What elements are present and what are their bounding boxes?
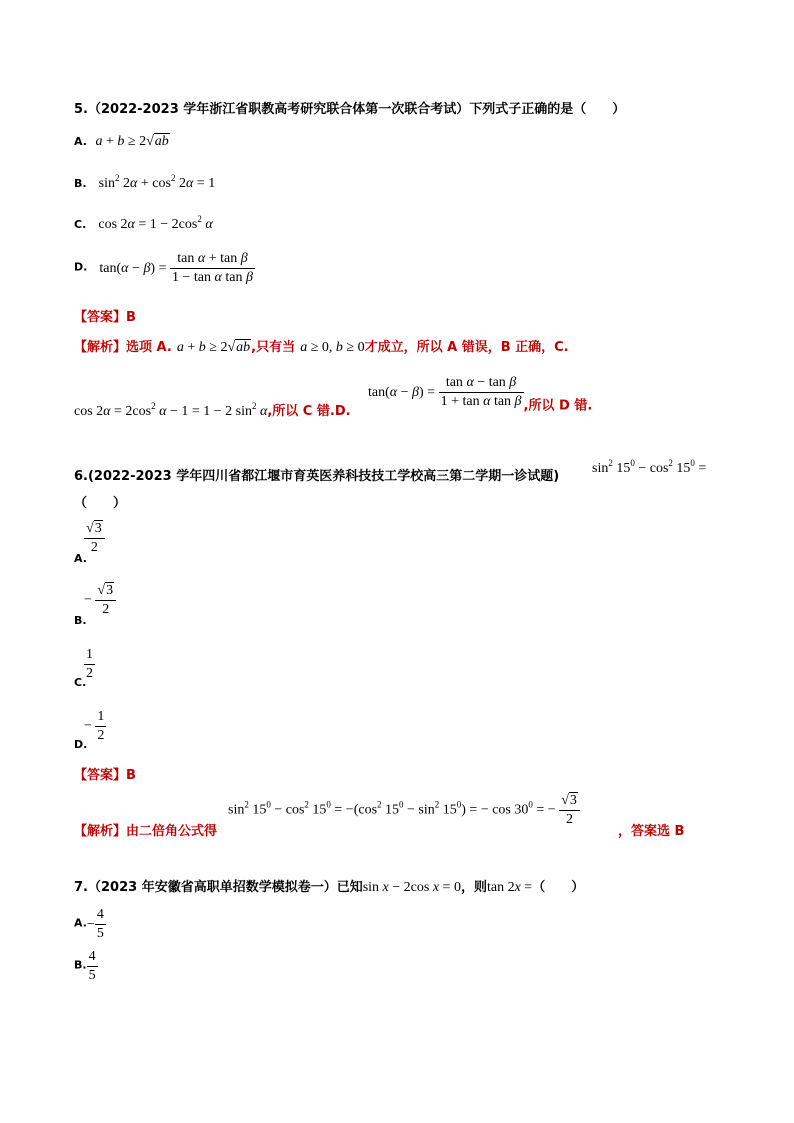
q5-analysis-part3: 才成立，所以 A 错误，B 正确，C. — [364, 340, 569, 355]
q6-option-c-label: C. — [74, 676, 87, 689]
q6-option-a-label: A. — [74, 552, 87, 565]
q6-answer: 【答案】B — [74, 768, 136, 783]
q6-option-c-value: $\frac{1}{2}$ — [86, 647, 93, 681]
q7-stem-formula2: tan 2x = — [486, 880, 533, 895]
q7-stem-b: ，则 — [460, 880, 487, 895]
q6-analysis-end: ，答案选 B — [618, 824, 685, 839]
q5-option-b-label: B. — [74, 177, 87, 190]
q5-analysis-formula1: a + b ≥ 2√ab — [176, 340, 251, 355]
q6-option-d-value: − $\frac{1}{2}$ — [84, 709, 105, 743]
q5-option-d-formula: tan(α − β) = $\frac{\text{tan α + tan β}}{\text{1 − tan α tan β}}$ — [92, 251, 253, 285]
q5-stem: 5.（2022-2023 学年浙江省职教高考研究联合体第一次联合考试）下列式子正确的是（ ） — [74, 102, 626, 117]
q5-option-d-label: D. — [74, 260, 88, 274]
q5-analysis-line2b — [368, 374, 592, 414]
q6-analysis-tag: 【解析】 — [74, 824, 127, 839]
q5-analysis-formula4: tan(α − β) = $\frac{\text{tan α − tan β}}{\text{1 + tan α tan β}}$ — [368, 375, 522, 409]
q7-option-a — [74, 906, 106, 943]
q6-analysis-text: 由二倍角公式得 — [126, 824, 218, 839]
q7-stem-a: 7.（2023 年安徽省高职单招数学模拟卷一）已知 — [74, 880, 363, 895]
q7-option-b — [74, 948, 98, 985]
q6-stem-end: （ ） — [74, 496, 127, 511]
q6-option-d-label: D. — [74, 738, 88, 751]
q7-stem — [74, 876, 584, 896]
q5-analysis-formula2: a ≥ 0, b ≥ 0 — [300, 340, 365, 355]
q6-stem-formula: $\sin^2 15^0 - \cos^2 15^0$ = — [592, 458, 707, 476]
q7-option-b-label: B. — [74, 958, 87, 972]
q5-analysis-tag: 【解析】 — [74, 340, 127, 355]
q6-option-b-value: − $\frac{√3}{2}$ — [84, 582, 116, 619]
q5-analysis-part5: ,所以 D 错. — [523, 398, 593, 414]
q5-answer: 【答案】B — [74, 310, 136, 325]
q5-option-c-formula: $\cos 2\alpha = 1 - 2\cos^2$ α — [91, 214, 213, 232]
q7-stem-c: （ ） — [532, 880, 585, 895]
q7-option-b-value: $\frac{4}{5}$ — [88, 949, 96, 983]
q6-option-a-value: $\frac{√3}{2}$ — [84, 520, 105, 557]
q6-analysis — [74, 790, 734, 840]
q5-option-c-label: C. — [74, 218, 87, 231]
q5-option-b — [74, 172, 215, 192]
q7-option-a-value: − $\frac{4}{5}$ — [86, 907, 104, 941]
q5-analysis-line1 — [74, 336, 569, 356]
q5-option-a-formula: a + b ≥ 2√ab — [95, 134, 169, 149]
q5-analysis-line2a — [74, 400, 351, 420]
q7-option-a-label: A. — [74, 916, 87, 930]
q5-analysis-part4: ,所以 C 错.D. — [267, 404, 351, 419]
q5-option-a-label: A. — [74, 135, 87, 148]
q5-option-c — [74, 213, 213, 233]
q7-stem-formula1: sin x − 2cos x = 0 — [362, 880, 461, 895]
q5-option-a — [74, 130, 170, 150]
q5-analysis-formula3: $\cos 2\alpha = 2\cos^2$ α − 1 = 1 − 2 $\sin^2 \alpha$ — [74, 401, 268, 419]
q5-option-b-formula: $\sin^2 2\alpha + \cos^2 2\alpha = 1$ — [91, 173, 216, 191]
q5-analysis-part1: 选项 A. — [126, 340, 172, 355]
q6-analysis-formula: $\sin^2 15^0 - \cos^2 15^0 = -(\cos^2$ $15^0 - \sin^2 15^0$) = − $\cos 30^0$ = − $\frac{√3}{2}$ — [228, 792, 580, 829]
q5-analysis-part2: ,只有当 — [251, 340, 296, 355]
q6-option-b-label: B. — [74, 614, 87, 627]
q5-option-d — [74, 250, 255, 287]
q6-stem: 6.(2022-2023 学年四川省都江堰市育英医养科技技工学校高三第二学期一诊试题) — [74, 469, 560, 484]
